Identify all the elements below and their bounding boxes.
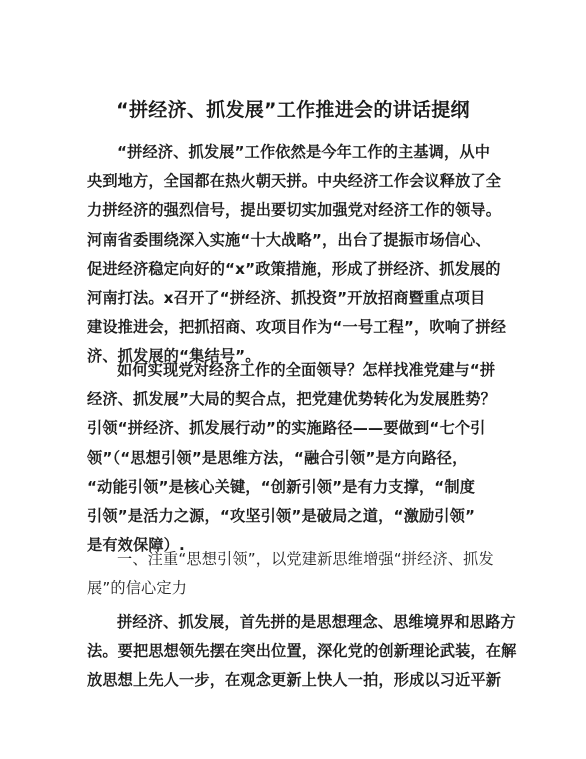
paragraph-line: 经济、抓发展”大局的契合点，把党建优势转化为发展胜势？: [87, 390, 496, 409]
paragraph-line: 法。要把思想领先摆在突出位置，深化党的创新理论武装，在解: [87, 642, 517, 661]
heading-line: 一、注重“思想引领”，以党建新思维增强“拼经济、抓发: [117, 550, 494, 568]
paragraph-line: 引领“拼经济、抓发展行动”的实施路径——要做到“七个引: [87, 419, 486, 438]
document-title: “拼经济、抓发展”工作推进会的讲话提纲: [116, 99, 470, 121]
paragraph-line: 如何实现党对经济工作的全面领导？怎样找准党建与“拼: [117, 361, 496, 379]
section-heading: [87, 545, 499, 603]
paragraph-line: 放思想上先人一步，在观念更新上快人一拍，形成以习近平新: [87, 671, 502, 690]
paragraph-line: 促进经济稳定向好的“x”政策措施，形成了拼经济、抓发展的: [87, 259, 501, 278]
paragraph-line: 力拼经济的强烈信号，提出要切实加强党对经济工作的领导。: [87, 201, 502, 220]
paragraph-line: 领”（“思想引领”是思维方法，“融合引领”是方向路径，: [87, 448, 468, 467]
paragraph-line: 建设推进会，把抓招商、攻项目作为“一号工程”，吹响了拼经: [87, 318, 507, 337]
paragraph-section-body: [87, 608, 517, 696]
paragraph-line: 河南省委围绕深入实施“十大战略”，出台了提振市场信心、: [87, 230, 491, 249]
paragraph-line: 拼经济、抓发展，首先拼的是思想理念、思维境界和思路方: [117, 613, 516, 631]
paragraph-line: “动能引领”是核心关键，“创新引领”是有力支撑，“制度: [87, 477, 476, 496]
paragraph-line: 央到地方，全国都在热火朝天拼。中央经济工作会议释放了全: [87, 172, 502, 191]
paragraph-line: 河南打法。x召开了“拼经济、抓投资”开放招商暨重点项目: [87, 288, 486, 307]
paragraph-line: 是有效保障）.: [87, 536, 185, 555]
paragraph-line: 济、抓发展的“集结号”。: [87, 347, 261, 366]
paragraph-line: “拼经济、抓发展”工作依然是今年工作的主基调，从中: [117, 143, 491, 161]
heading-line: 展”的信心定力: [87, 579, 188, 598]
paragraph-questions: [87, 356, 499, 560]
paragraph-intro: [87, 138, 507, 372]
paragraph-line: 引领”是活力之源，“攻坚引领”是破局之道，“激励引领”: [87, 506, 476, 525]
